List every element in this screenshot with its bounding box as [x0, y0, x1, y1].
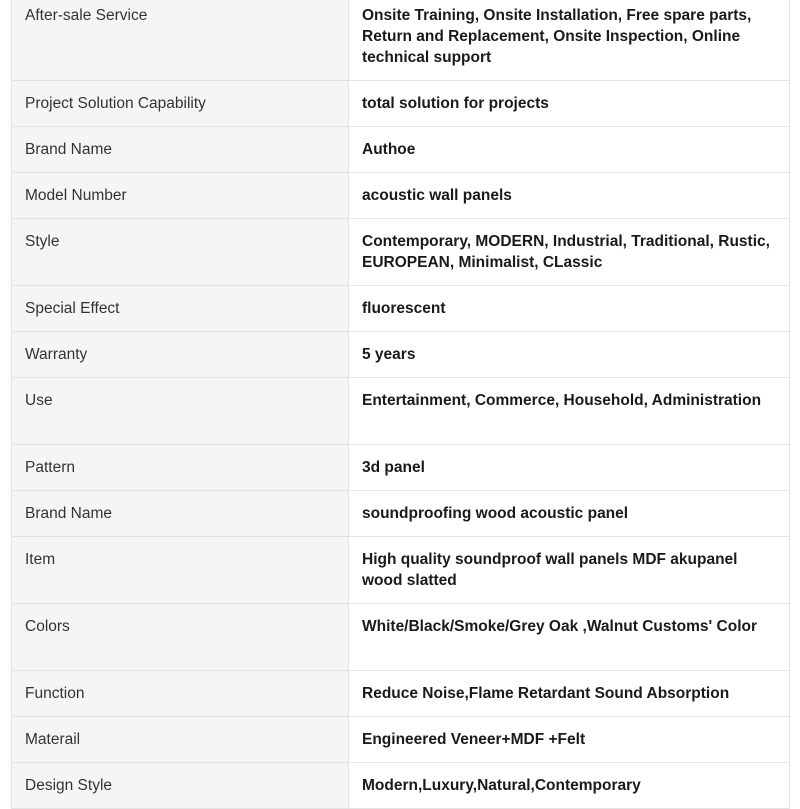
table-row: [12, 219, 790, 286]
spec-key: Brand Name: [12, 127, 349, 173]
spec-value: Reduce Noise,Flame Retardant Sound Absorption: [349, 671, 790, 717]
spec-key: Project Solution Capability: [12, 81, 349, 127]
spec-value: Entertainment, Commerce, Household, Administration: [349, 378, 790, 445]
spec-value: 5 years: [349, 332, 790, 378]
spec-key: Materail: [12, 717, 349, 763]
table-row: [12, 671, 790, 717]
table-row: [12, 763, 790, 809]
table-row: [12, 537, 790, 604]
spec-key: Special Effect: [12, 286, 349, 332]
spec-key: Style: [12, 219, 349, 286]
table-row: [12, 332, 790, 378]
spec-key: Use: [12, 378, 349, 445]
spec-value: Onsite Training, Onsite Installation, Free spare parts, Return and Replacement, Onsite Inspection, Online technical support: [349, 0, 790, 81]
spec-value: Contemporary, MODERN, Industrial, Traditional, Rustic, EUROPEAN, Minimalist, CLassic: [349, 219, 790, 286]
table-row: [12, 127, 790, 173]
spec-key: After-sale Service: [12, 0, 349, 81]
spec-key: Warranty: [12, 332, 349, 378]
spec-value: High quality soundproof wall panels MDF akupanel wood slatted: [349, 537, 790, 604]
table-row: [12, 378, 790, 445]
spec-value: acoustic wall panels: [349, 173, 790, 219]
spec-value: Authoe: [349, 127, 790, 173]
spec-key: Pattern: [12, 445, 349, 491]
spec-value: soundproofing wood acoustic panel: [349, 491, 790, 537]
table-row: [12, 81, 790, 127]
table-row: [12, 604, 790, 671]
spec-value: total solution for projects: [349, 81, 790, 127]
spec-key: Item: [12, 537, 349, 604]
table-row: [12, 173, 790, 219]
spec-value: 3d panel: [349, 445, 790, 491]
product-spec-table: [11, 0, 790, 809]
spec-key: Design Style: [12, 763, 349, 809]
spec-key: Function: [12, 671, 349, 717]
spec-table-container: [11, 0, 790, 809]
table-row: [12, 491, 790, 537]
table-row: [12, 286, 790, 332]
spec-value: Modern,Luxury,Natural,Contemporary: [349, 763, 790, 809]
table-row: [12, 0, 790, 81]
spec-key: Colors: [12, 604, 349, 671]
spec-value: White/Black/Smoke/Grey Oak ,Walnut Customs' Color: [349, 604, 790, 671]
table-row: [12, 717, 790, 763]
spec-key: Model Number: [12, 173, 349, 219]
table-row: [12, 445, 790, 491]
spec-key: Brand Name: [12, 491, 349, 537]
spec-value: fluorescent: [349, 286, 790, 332]
spec-value: Engineered Veneer+MDF +Felt: [349, 717, 790, 763]
